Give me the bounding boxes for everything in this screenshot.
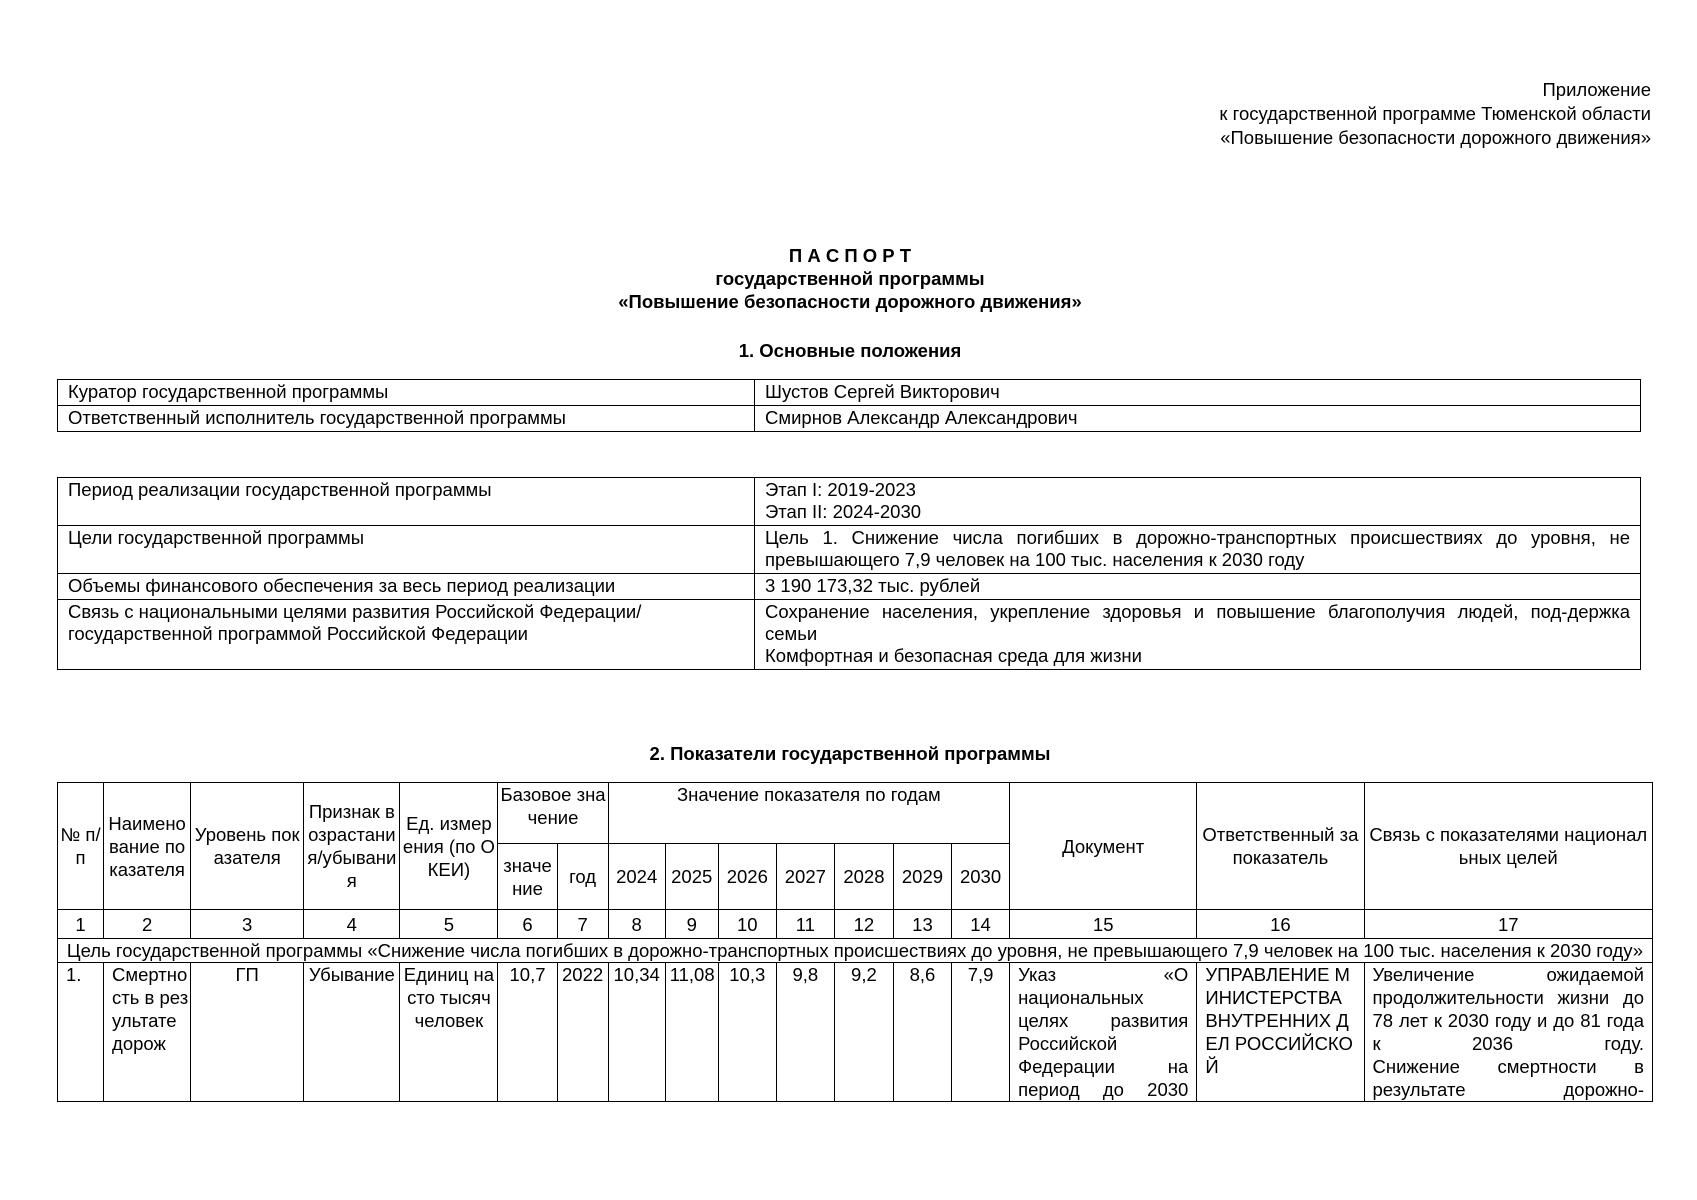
header-year-2029: 2029 — [893, 844, 951, 910]
link-value-1: Сохранение населения, укрепление здоровья и повышение благополучия людей, под-держка семьи — [765, 601, 1630, 644]
header-year-2025: 2025 — [665, 844, 718, 910]
finance-value: 3 190 173,32 тыс. рублей — [755, 574, 1641, 600]
header-unit: Ед. измерения (по ОКЕИ) — [400, 783, 498, 910]
title-program-name: «Повышение безопасности дорожного движения» — [618, 291, 1082, 312]
row-name — [104, 963, 191, 1102]
header-num: № п/п — [58, 783, 104, 910]
row-trend: Убывание — [304, 963, 400, 1102]
document-title — [0, 244, 1697, 313]
header-year-2024: 2024 — [608, 844, 665, 910]
table-row — [58, 406, 1641, 432]
column-number: 5 — [400, 910, 498, 939]
executor-value: Смирнов Александр Александрович — [755, 406, 1641, 432]
row-link-2: Снижение смертности в результате дорожно- — [1372, 1056, 1644, 1100]
executor-label: Ответственный исполнитель государственной программы — [58, 406, 755, 432]
link-value-2: Комфортная и безопасная среда для жизни — [765, 645, 1142, 666]
row-base-year: 2022 — [557, 963, 608, 1102]
period-stage-2: Этап II: 2024-2030 — [765, 501, 922, 522]
row-base-value: 10,7 — [498, 963, 557, 1102]
row-value-2024: 10,34 — [608, 963, 665, 1102]
header-year-2026: 2026 — [718, 844, 776, 910]
row-value-2029: 8,6 — [893, 963, 951, 1102]
appendix-line-1: Приложение — [1542, 79, 1651, 100]
goal-row — [58, 939, 1653, 963]
table-row — [58, 380, 1641, 406]
column-number: 4 — [304, 910, 400, 939]
header-base: Базовое значение — [498, 783, 608, 844]
row-unit: Единиц на сто тысяч человек — [400, 963, 498, 1102]
goal-text: Цель государственной программы «Снижение числа погибших в дорожно-транспортных происшествиях до уровня, не превышающего 7,9 человек на 100 тыс. населения к 2030 году» — [58, 939, 1653, 963]
row-document — [1010, 963, 1197, 1102]
title-program: государственной программы — [715, 268, 985, 289]
header-years-group: Значение показателя по годам — [608, 783, 1009, 844]
row-name-text: Смертность в результате дорож — [112, 964, 189, 1054]
column-number: 7 — [557, 910, 608, 939]
header-base-value: значение — [498, 844, 557, 910]
header-year-2028: 2028 — [834, 844, 893, 910]
column-number: 17 — [1364, 910, 1652, 939]
table-row — [58, 600, 1641, 670]
table-row — [58, 574, 1641, 600]
period-label: Период реализации государственной программы — [58, 478, 755, 526]
section-1-title: 1. Основные положения — [738, 340, 962, 361]
column-number: 14 — [952, 910, 1010, 939]
row-link — [1364, 963, 1652, 1102]
link-value — [755, 600, 1641, 670]
column-number: 3 — [191, 910, 304, 939]
header-name: Наименование показателя — [104, 783, 191, 910]
row-link-text — [1373, 963, 1644, 1101]
title-passport: П А С П О Р Т — [788, 245, 912, 266]
row-level: ГП — [191, 963, 304, 1102]
curator-value: Шустов Сергей Викторович — [755, 380, 1641, 406]
header-year-2027: 2027 — [776, 844, 834, 910]
appendix-header — [951, 78, 1651, 150]
period-value — [755, 478, 1641, 526]
header-responsible: Ответственный за показатель — [1197, 783, 1364, 910]
curator-label: Куратор государственной программы — [58, 380, 755, 406]
column-number: 13 — [893, 910, 951, 939]
column-number: 8 — [608, 910, 665, 939]
column-number-row — [58, 910, 1653, 939]
column-number: 1 — [58, 910, 104, 939]
column-number: 16 — [1197, 910, 1364, 939]
indicators-table — [57, 782, 1653, 1102]
column-number: 6 — [498, 910, 557, 939]
row-value-2025: 11,08 — [665, 963, 718, 1102]
goals-value: Цель 1. Снижение числа погибших в дорожно-транспортных происшествиях до уровня, не превышающего 7,9 человек на 100 тыс. населения к 2030 году — [755, 526, 1641, 574]
section-2-title: 2. Показатели государственной программы — [649, 743, 1051, 764]
column-number: 10 — [718, 910, 776, 939]
column-number: 12 — [834, 910, 893, 939]
row-value-2026: 10,3 — [718, 963, 776, 1102]
table-row — [58, 478, 1641, 526]
row-responsible — [1197, 963, 1364, 1102]
table-row — [58, 526, 1641, 574]
row-document-text: Указ «О национальных целях развития Российской Федерации на период до 2030 — [1018, 964, 1189, 1100]
row-value-2030: 7,9 — [952, 963, 1010, 1102]
header-base-year: год — [557, 844, 608, 910]
appendix-line-2: к государственной программе Тюменской области — [1219, 103, 1651, 124]
column-number: 2 — [104, 910, 191, 939]
column-number: 9 — [665, 910, 718, 939]
program-details-table — [57, 477, 1641, 670]
header-level: Уровень показателя — [191, 783, 304, 910]
appendix-line-3: «Повышение безопасности дорожного движения» — [1220, 127, 1651, 148]
row-num: 1. — [58, 963, 104, 1102]
row-value-2028: 9,2 — [834, 963, 893, 1102]
column-number: 11 — [776, 910, 834, 939]
finance-label: Объемы финансового обеспечения за весь период реализации — [58, 574, 755, 600]
column-number: 15 — [1010, 910, 1197, 939]
row-value-2027: 9,8 — [776, 963, 834, 1102]
header-trend: Признак возрастания/убывания — [304, 783, 400, 910]
header-document: Документ — [1010, 783, 1197, 910]
table-row — [58, 963, 1653, 1102]
row-responsible-text: УПРАВЛЕНИЕ МИНИСТЕРСТВА ВНУТРЕННИХ ДЕЛ РОССИЙСКОЙ — [1205, 964, 1353, 1077]
period-stage-1: Этап I: 2019-2023 — [765, 479, 916, 500]
header-link: Связь с показателями национальных целей — [1364, 783, 1652, 910]
goals-label: Цели государственной программы — [58, 526, 755, 574]
link-label: Связь с национальными целями развития Российской Федерации/ государственной программой Российской Федерации — [58, 600, 755, 670]
main-info-table — [57, 379, 1641, 432]
table-header-row — [58, 783, 1653, 844]
row-link-1: Увеличение ожидаемой продолжительности жизни до 78 лет к 2030 году и до 81 года к 2036 году. — [1372, 964, 1644, 1054]
header-year-2030: 2030 — [952, 844, 1010, 910]
